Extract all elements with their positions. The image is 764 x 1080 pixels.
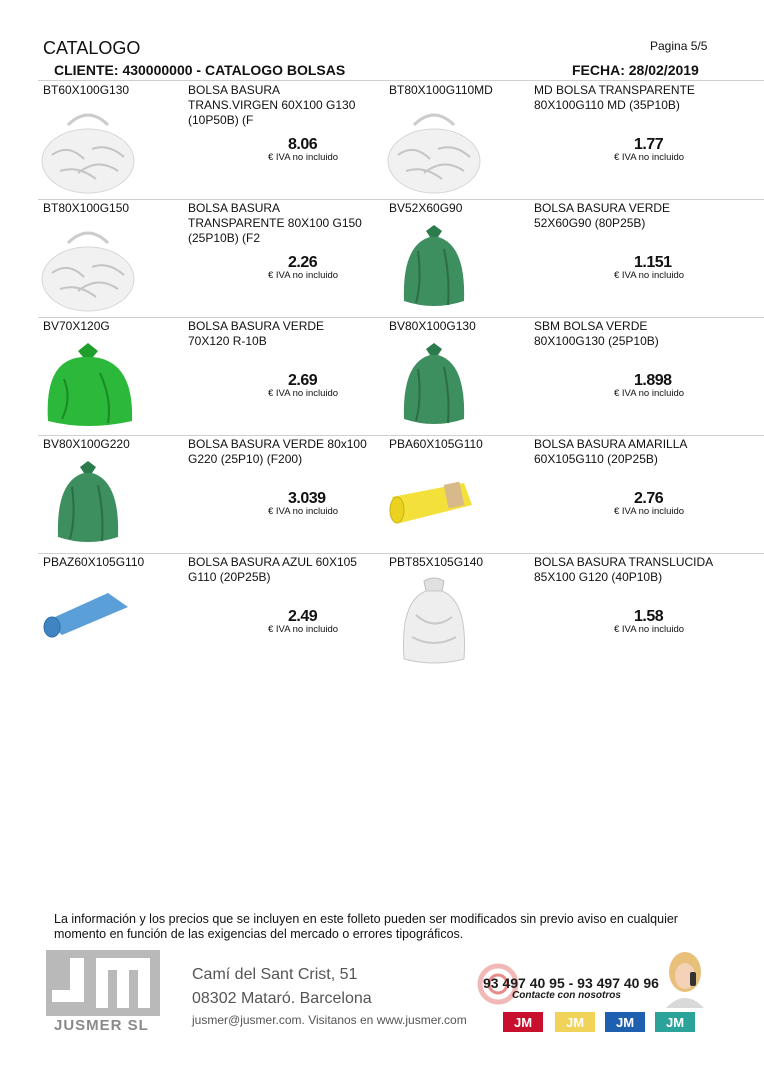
product-price: 2.49 <box>288 608 318 625</box>
product-cell <box>38 435 383 553</box>
product-code: PBA60X105G110 <box>389 437 483 451</box>
svg-text:JM: JM <box>615 1015 635 1030</box>
product-cell <box>38 317 383 435</box>
iva-note: € IVA no incluido <box>614 388 685 399</box>
product-price: 3.039 <box>288 490 326 507</box>
email-web-line: jusmer@jusmer.com. Visitanos en www.jusmer.com <box>192 1013 467 1027</box>
product-description: BOLSA BASURA AZUL 60X105 G110 (20P25B) <box>188 555 357 584</box>
company-name: JUSMER SL <box>54 1017 149 1034</box>
svg-text:JM: JM <box>565 1015 585 1030</box>
iva-note: € IVA no incluido <box>268 152 339 163</box>
product-code: PBT85X105G140 <box>389 555 484 569</box>
product-cell <box>384 199 729 317</box>
iva-note: € IVA no incluido <box>268 624 339 635</box>
green-bag-image <box>384 221 484 313</box>
product-code: BT60X100G130 <box>43 83 130 97</box>
client-line: CLIENTE: 430000000 - CATALOGO BOLSAS <box>54 62 346 78</box>
iva-note: € IVA no incluido <box>614 624 685 635</box>
green-bag-image <box>384 339 484 431</box>
product-description: BOLSA BASURA VERDE 70X120 R-10B <box>188 319 325 348</box>
clear-bag-image <box>38 221 138 313</box>
product-price: 1.151 <box>634 254 672 271</box>
product-price: 1.77 <box>634 136 664 153</box>
disclaimer: La información y los precios que se incluyen en este folleto pueden ser modificados sin previo aviso en cualquier momento en función de las exigencias del mercado o errores tipográficos. <box>54 912 678 941</box>
product-code: BT80X100G150 <box>43 201 130 215</box>
product-price: 2.76 <box>634 490 664 507</box>
mini-logo-yellow <box>555 1012 595 1032</box>
mini-logo-teal <box>655 1012 695 1032</box>
product-price: 1.898 <box>634 372 672 389</box>
contact-label: Contacte con nosotros <box>512 990 621 1001</box>
bright-green-bag-image <box>38 339 138 431</box>
product-price: 2.69 <box>288 372 318 389</box>
svg-text:JM: JM <box>665 1015 685 1030</box>
clear-bag-image <box>38 103 138 195</box>
product-cell <box>38 81 383 199</box>
product-description: BOLSA BASURA AMARILLA 60X105G110 (20P25B) <box>534 437 687 466</box>
green-bag-image <box>38 457 138 549</box>
yellow-roll-image <box>384 457 484 549</box>
product-description: BOLSA BASURA VERDE 80x100 G220 (25P10) (F200) <box>188 437 367 466</box>
product-code: PBAZ60X105G110 <box>43 555 145 569</box>
product-description: BOLSA BASURA TRANSLUCIDA 85X100 G120 (40P10B) <box>534 555 713 584</box>
iva-note: € IVA no incluido <box>614 152 685 163</box>
mini-logo-red <box>503 1012 543 1032</box>
svg-text:JM: JM <box>513 1015 533 1030</box>
product-price: 8.06 <box>288 136 318 153</box>
iva-note: € IVA no incluido <box>614 270 685 281</box>
address-line-2: 08302 Mataró. Barcelona <box>192 990 372 1007</box>
product-description: BOLSA BASURA VERDE 52X60G90 (80P25B) <box>534 201 671 230</box>
iva-note: € IVA no incluido <box>614 506 685 517</box>
mini-logo-blue <box>605 1012 645 1032</box>
iva-note: € IVA no incluido <box>268 506 339 517</box>
iva-note: € IVA no incluido <box>268 388 339 399</box>
product-code: BV80X100G220 <box>43 437 130 451</box>
blue-roll-image <box>38 575 138 667</box>
product-cell <box>38 553 383 671</box>
product-description: MD BOLSA TRANSPARENTE 80X100G110 MD (35P10B) <box>534 83 695 112</box>
product-code: BV52X60G90 <box>389 201 463 215</box>
product-cell <box>384 435 729 553</box>
product-description: BOLSA BASURA TRANS.VIRGEN 60X100 G130 (10P50B) (F <box>188 83 356 127</box>
product-cell <box>384 81 729 199</box>
product-description: SBM BOLSA VERDE 80X100G130 (25P10B) <box>534 319 659 348</box>
translucent-bag-image <box>384 575 484 667</box>
product-cell <box>38 199 383 317</box>
product-code: BT80X100G110MD <box>389 83 493 97</box>
phone-numbers: 93 497 40 95 - 93 497 40 96 <box>483 975 659 991</box>
product-price: 2.26 <box>288 254 318 271</box>
page-number: Pagina 5/5 <box>650 39 708 53</box>
iva-note: € IVA no incluido <box>268 270 339 281</box>
clear-bag-image <box>384 103 484 195</box>
product-code: BV70X120G <box>43 319 110 333</box>
product-cell <box>384 553 729 671</box>
date-line: FECHA: 28/02/2019 <box>572 62 699 78</box>
catalog-title: CATALOGO <box>43 38 141 58</box>
operator-photo <box>660 950 710 1008</box>
product-code: BV80X100G130 <box>389 319 476 333</box>
product-description: BOLSA BASURA TRANSPARENTE 80X100 G150 (25P10B) (F2 <box>188 201 362 245</box>
product-price: 1.58 <box>634 608 664 625</box>
address-line-1: Camí del Sant Crist, 51 <box>192 966 358 983</box>
product-cell <box>384 317 729 435</box>
